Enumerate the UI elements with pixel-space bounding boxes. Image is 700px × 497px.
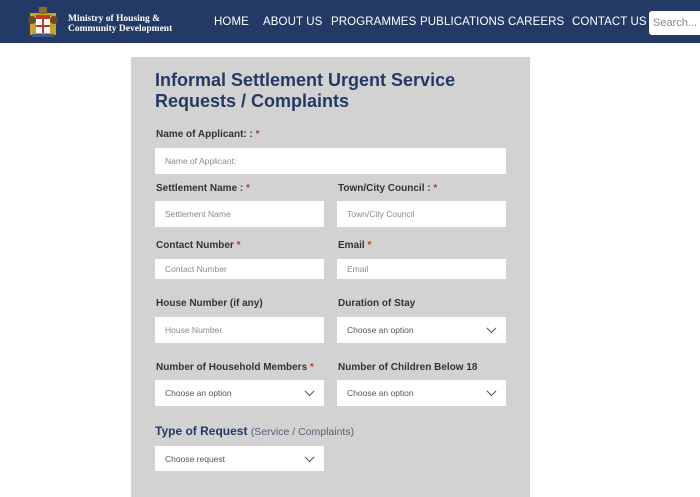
chevron-down-icon bbox=[487, 323, 497, 333]
required-mark: * bbox=[246, 183, 250, 194]
required-mark: * bbox=[255, 129, 260, 140]
brand-line-2: Community Development bbox=[68, 24, 173, 34]
email-input[interactable] bbox=[337, 259, 506, 279]
household-select-value: Choose an option bbox=[165, 388, 232, 398]
house-number-input[interactable] bbox=[155, 317, 324, 343]
search-input[interactable] bbox=[649, 11, 700, 35]
settlement-label-text: Settlement Name : bbox=[156, 183, 244, 194]
request-type-select[interactable] bbox=[155, 446, 324, 471]
nav-contact-us[interactable]: CONTACT US bbox=[572, 16, 647, 28]
children-label: Number of Children Below 18 bbox=[338, 362, 478, 373]
applicant-name-input[interactable] bbox=[155, 148, 506, 174]
contact-label-text: Contact Number bbox=[156, 240, 234, 251]
council-input[interactable] bbox=[337, 201, 506, 227]
required-mark: * bbox=[433, 183, 438, 194]
settlement-label bbox=[156, 183, 250, 194]
applicant-label bbox=[156, 129, 260, 140]
applicant-label-text: Name of Applicant: : bbox=[156, 129, 253, 140]
duration-select-value: Choose an option bbox=[347, 325, 414, 335]
council-label-text: Town/City Council : bbox=[338, 183, 431, 194]
nav-publications[interactable]: PUBLICATIONS bbox=[420, 16, 505, 28]
required-mark: * bbox=[367, 240, 372, 251]
duration-select[interactable] bbox=[337, 317, 506, 343]
children-select-value: Choose an option bbox=[347, 388, 414, 398]
chevron-down-icon bbox=[305, 452, 315, 462]
request-type-label bbox=[155, 424, 354, 438]
nav-about-us[interactable]: ABOUT US bbox=[263, 16, 323, 28]
settlement-name-input[interactable] bbox=[155, 201, 324, 227]
request-type-label-text: Type of Request bbox=[155, 424, 248, 438]
contact-number-input[interactable] bbox=[155, 259, 324, 279]
house-label: House Number (if any) bbox=[156, 298, 263, 309]
household-label bbox=[156, 362, 314, 373]
duration-label: Duration of Stay bbox=[338, 298, 416, 309]
brand-line-1: Ministry of Housing & bbox=[68, 14, 161, 24]
household-select[interactable] bbox=[155, 380, 324, 406]
site-header bbox=[0, 0, 700, 43]
nav-careers[interactable]: CAREERS bbox=[508, 16, 565, 28]
form-title: Informal Settlement Urgent Service Requests / Complaints bbox=[155, 70, 456, 111]
contact-label bbox=[156, 240, 240, 251]
email-label-text: Email bbox=[338, 240, 365, 251]
council-label bbox=[338, 183, 437, 194]
children-select[interactable] bbox=[337, 380, 506, 406]
nav-programmes[interactable]: PROGRAMMES bbox=[331, 16, 417, 28]
email-label bbox=[338, 240, 371, 251]
chevron-down-icon bbox=[305, 386, 315, 396]
request-type-sublabel: (Service / Complaints) bbox=[250, 426, 355, 438]
household-label-text: Number of Household Members bbox=[156, 362, 308, 373]
required-mark: * bbox=[309, 362, 314, 373]
required-mark: * bbox=[236, 240, 241, 251]
nav-home[interactable]: HOME bbox=[214, 16, 249, 28]
coat-of-arms-logo[interactable] bbox=[28, 6, 58, 38]
chevron-down-icon bbox=[487, 386, 497, 396]
brand-name bbox=[68, 14, 172, 34]
request-type-select-value: Choose request bbox=[165, 453, 226, 464]
